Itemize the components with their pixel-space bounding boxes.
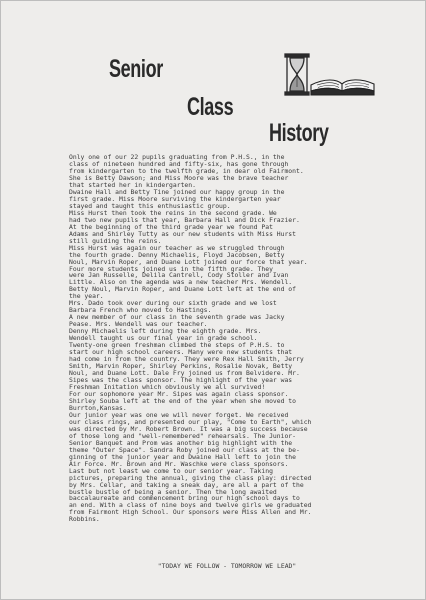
class-history-text <box>69 154 385 523</box>
text-line: theme "Outer Space". Sandra Roby joined our class at the be- <box>69 445 300 454</box>
text-line: Pease. Mrs. Wendell was our teacher. <box>69 320 208 329</box>
text-line: Burrton,Kansas. <box>69 403 127 412</box>
text-line: from Fairmont High School. Our sponsors were Miss Allen and Mr. <box>69 508 312 517</box>
text-line: Last but not least we come to our senior year. Taking <box>69 466 273 475</box>
text-line: Twenty-one green freshman climbed the steps of P.H.S. to <box>69 341 285 350</box>
text-line: class of nineteen hundred and fifty-six, has gone through <box>69 159 289 168</box>
text-line: Freshman Initation which obviously we all survived! <box>69 382 266 391</box>
text-line: stayed and taught this enthusiastic group. <box>69 201 231 210</box>
text-line: Smith, Marvin Roper, Shirley Perkins, Rosalie Novak, Betty <box>69 362 293 371</box>
text-line: baccalaureate and commencement bring our high school days to <box>69 494 300 503</box>
text-line: had come in from the country. They were Rex Hall Smith, Jerry <box>69 355 304 364</box>
text-line: Miss Hurst was again our teacher as we struggled through <box>69 243 285 252</box>
text-line: from kindergarten to the twelfth grade, in dear old Fairmont. <box>69 166 304 175</box>
text-line: Mrs. Dado took over during our sixth grade and we lost <box>69 299 277 308</box>
text-line: Senior Banquet and Prom was another big highlight with the <box>69 438 293 447</box>
text-line: Miss Hurst then took the reins in the second grade. We <box>69 208 277 217</box>
text-line: start our high school careers. Many were new students that <box>69 348 293 357</box>
text-line: Shirley Souba left at the end of the year when she moved to <box>69 396 297 405</box>
text-line: A new member of our class in the seventh grade was Jacky <box>69 313 285 322</box>
text-line: For our sophomore year Mr. Sipes was again class sponsor. <box>69 389 289 398</box>
text-line: Little. Also on the agenda was a new teacher Mrs. Wendell. <box>69 278 293 287</box>
text-line: pictures, preparing the annual, giving the class play: directed <box>69 473 312 482</box>
text-line: an end. With a class of nine boys and twelve girls we graduated <box>69 501 312 510</box>
text-line: Our junior year was one we will never forget. We received <box>69 410 289 419</box>
open-book-icon <box>311 80 374 95</box>
text-line: Barbara French who moved to Hastings. <box>69 306 212 315</box>
text-line: the fourth grade. Denny Michaelis, Floyd Jacobsen, Betty <box>69 250 285 259</box>
text-line: the year. <box>69 292 104 301</box>
text-line: Denny Michaelis left during the eighth grade. Mrs. <box>69 327 262 336</box>
text-line: was directed by Mr. Robert Brown. It was a big success because <box>69 424 308 433</box>
text-line: of those long and "well-remembered" rehearsals. The Junior- <box>69 431 297 440</box>
class-motto: "TODAY WE FOLLOW - TOMORROW WE LEAD" <box>157 562 297 570</box>
text-line: Wendell taught us our final year in grade school. <box>69 334 258 343</box>
text-line: ginning of the junior year and Dwaine Hall left to join the <box>69 452 297 461</box>
title-word-senior: Senior <box>109 55 163 83</box>
text-line: Only one of our 22 pupils graduating from P.H.S., in the <box>69 153 285 161</box>
text-line: first grade. Miss Moore surviving the kindergarten year <box>69 194 281 203</box>
text-line: had two new pupils that year, Barbara Hall and Dick Frazier. <box>69 215 300 224</box>
text-line: Noul, Marvin Roper, and Duane Lott joined our force that year. <box>69 257 308 266</box>
hourglass-icon <box>285 54 309 95</box>
text-line: still guiding the reins. <box>69 236 162 245</box>
text-line: bustle bustle of being a senior. Then the long awaited <box>69 487 277 496</box>
text-line: our class rings, and presented our play, "Come to Earth", which <box>69 417 312 426</box>
text-line: Robbins. <box>69 515 100 524</box>
text-line: Four more students joined us in the fifth grade. They <box>69 264 273 273</box>
text-line: by Mrs. Cellar, and taking a sneak day, are all a part of the <box>69 480 304 489</box>
text-line: She is Betty Dawson; and Miss Moore was the brave teacher <box>69 173 289 182</box>
text-line: At the beginning of the third grade year we found Pat <box>69 222 273 231</box>
title-word-class: Class <box>187 93 234 121</box>
text-line: Air Force. Mr. Brown and Mr. Waschke were class sponsors. <box>69 459 289 468</box>
text-line: Noul, and Duane Lott. Dale Fry joined us from Belvidere. Mr. <box>69 369 300 378</box>
text-line: Betty Noul, Marvin Roper, and Duane Lott left at the end of <box>69 285 297 294</box>
text-line: Adams and Shirley Tutty as our new students with Miss Hurst <box>69 229 297 238</box>
text-line: that started her in kindergarten. <box>69 180 196 189</box>
text-line: were Jan Russelle, Delila Cantrell, Cody Stoller and Ivan <box>69 271 289 280</box>
hourglass-and-book-illustration <box>271 51 376 101</box>
text-line: Sipes was the class sponsor. The highlight of the year was <box>69 376 293 384</box>
title-word-history: History <box>269 119 329 147</box>
text-line: Dwaine Hall and Betty Tine joined our happy group in the <box>69 187 285 196</box>
